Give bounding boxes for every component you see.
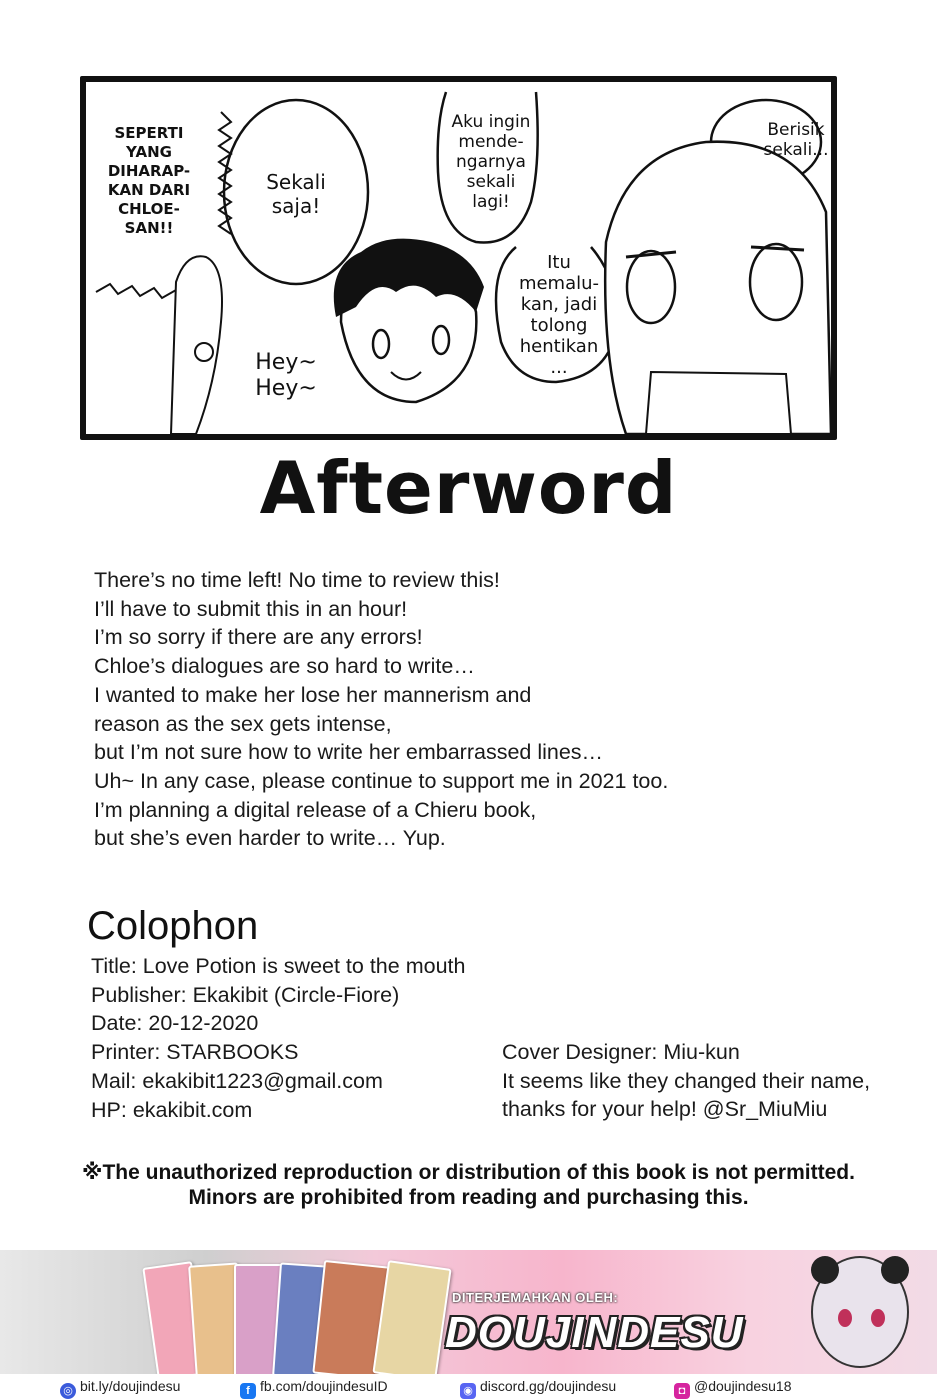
bubble-sekali-text: Sekali saja! <box>266 170 326 218</box>
notice-line-1: ※The unauthorized reproduction or distribution of this book is not permitted. <box>82 1161 855 1184</box>
afterword-line: I’m planning a digital release of a Chieru book, <box>94 797 537 822</box>
colophon-title: Colophon <box>87 904 259 948</box>
bitly-text: bit.ly/doujindesu <box>80 1378 181 1394</box>
facebook-icon: f <box>240 1383 256 1399</box>
afterword-body <box>94 566 854 853</box>
chloe-peeking <box>171 256 222 434</box>
discord-icon: ◉ <box>460 1383 476 1399</box>
credits-thanks-line: thanks for your help! @Sr_MiuMiu <box>502 1097 828 1122</box>
afterword-line: I’ll have to submit this in an hour! <box>94 596 408 621</box>
bubble-itu-text: Itu memalu- kan, jadi tolong hentikan ... <box>518 252 600 378</box>
afterword-line: reason as the sex gets intense, <box>94 711 392 736</box>
notice-line-2: Minors are prohibited from reading and purchasing this. <box>188 1186 749 1209</box>
colophon-date-line: Date: 20-12-2020 <box>91 1011 259 1036</box>
afterword-line: Uh~ In any case, please continue to support me in 2021 too. <box>94 768 669 793</box>
bitly-link[interactable] <box>60 1378 180 1399</box>
instagram-icon: ◘ <box>674 1383 690 1399</box>
shout-jag-bottom <box>96 284 186 298</box>
comic-panel <box>80 76 837 440</box>
afterword-line: but she’s even harder to write… Yup. <box>94 826 446 851</box>
colophon-publisher-line: Publisher: Ekakibit (Circle-Fiore) <box>91 982 400 1007</box>
afterword-title: Afterword <box>259 446 678 530</box>
discord-text: discord.gg/doujindesu <box>480 1378 617 1394</box>
instagram-text: @doujindesu18 <box>694 1378 792 1394</box>
translated-by-label: DITERJEMAHKAN OLEH: <box>452 1290 619 1305</box>
instagram-link[interactable] <box>674 1378 792 1399</box>
hey-text: Hey~ Hey~ <box>255 350 317 401</box>
doujindesu-logo: DOUJINDESU <box>445 1308 744 1357</box>
facebook-link[interactable] <box>240 1378 388 1399</box>
colophon-mail-line: Mail: ekakibit1223@gmail.com <box>91 1068 383 1093</box>
afterword-line: I wanted to make her lose her mannerism and <box>94 682 532 707</box>
afterword-line: Chloe’s dialogues are so hard to write… <box>94 654 475 679</box>
copyright-notice <box>0 1160 937 1210</box>
colophon-hp-line: HP: ekakibit.com <box>91 1097 253 1122</box>
afterword-line: but I’m not sure how to write her embarrassed lines… <box>94 740 604 765</box>
cover-designer-line: Cover Designer: Miu-kun <box>502 1040 740 1064</box>
colophon-printer-line: Printer: STARBOOKS <box>91 1040 299 1065</box>
mascot-illustration <box>790 1252 930 1374</box>
shout-text: SEPERTI YANG DIHARAP- KAN DARI CHLOE- SAN!! <box>107 124 191 237</box>
afterword-line: I’m so sorry if there are any errors! <box>94 625 423 650</box>
facebook-text: fb.com/doujindesuID <box>260 1378 388 1394</box>
girl-collar <box>646 372 791 434</box>
colophon-details <box>91 952 465 1124</box>
afterword-line: There’s no time left! No time to review this! <box>94 568 500 592</box>
colophon-credits <box>502 1038 870 1124</box>
colophon-title-line: Title: Love Potion is sweet to the mouth <box>91 954 466 978</box>
globe-icon: ◎ <box>60 1383 76 1399</box>
translator-banner <box>0 1250 937 1400</box>
discord-link[interactable] <box>460 1378 616 1399</box>
bubble-berisik-text: Berisik sekali... <box>763 120 829 160</box>
bubble-aku-text: Aku ingin mende- ngarnya sekali lagi! <box>451 112 531 212</box>
credits-note-line: It seems like they changed their name, <box>502 1068 871 1093</box>
